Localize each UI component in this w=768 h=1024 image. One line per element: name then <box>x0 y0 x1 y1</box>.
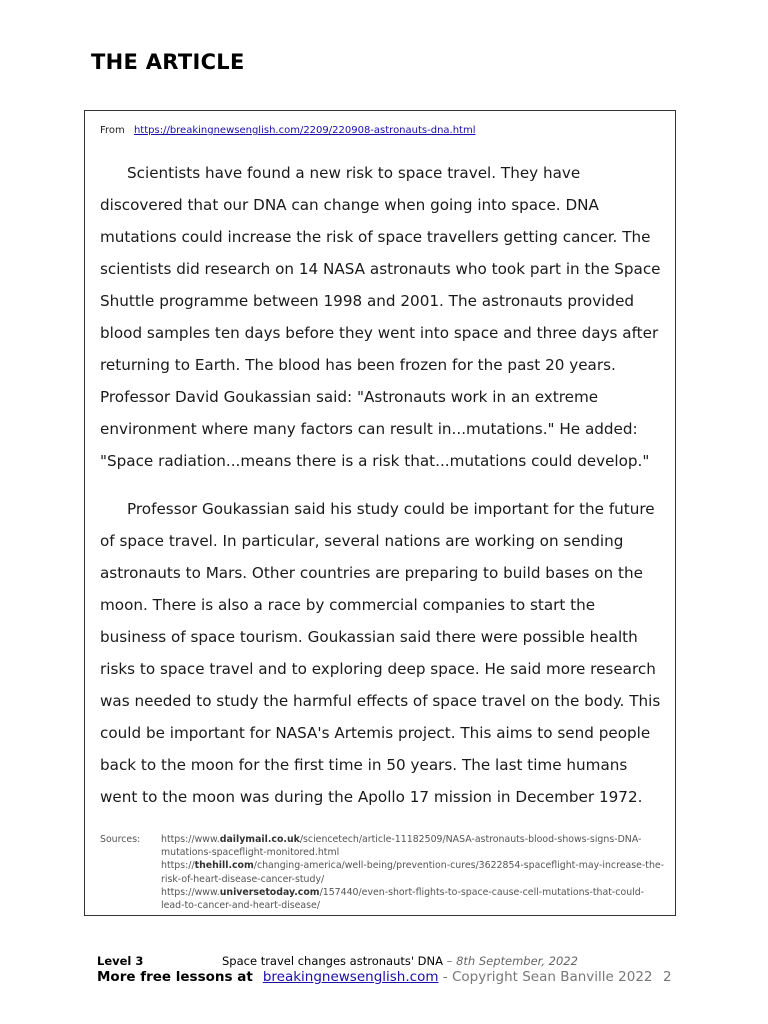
sources-list <box>161 833 665 912</box>
page-number: 2 <box>663 969 672 985</box>
footer-lesson-title <box>222 954 578 968</box>
source-item-universetoday[interactable]: https://www.universetoday.com/157440/even-short-flights-to-space-cause-cell-mutations-that-could-lead-to-cancer-and-heart-disease/ <box>161 886 645 912</box>
from-label: From <box>100 125 125 136</box>
site-link[interactable]: breakingnewsenglish.com <box>262 969 439 985</box>
source-item-thehill[interactable]: https://thehill.com/changing-america/well-being/prevention-cures/3622854-spaceflight-may-increase-the-risk-of-heart-disease-cancer-study/ <box>161 860 665 885</box>
lesson-date: 8th September, 2022 <box>456 954 578 968</box>
article-paragraph-2 <box>100 493 662 813</box>
source-url-link[interactable]: https://breakingnewsenglish.com/2209/220908-astronauts-dna.html <box>133 125 476 136</box>
article-paragraph-1-text: Scientists have found a new risk to space travel. They have discovered that our DNA can change when going into space. DNA mutations could increase the risk of space travellers getting cancer. The scientists did research on 14 NASA astronauts who took part in the Space Shuttle programme between 1998 and 2001. The astronauts provided blood samples ten days before they went into space and three days after returning to Earth. The blood has been frozen for the past 20 years. Professor David Goukassian said: "Astronauts work in an extreme environment where many factors can result in...mutations." He added: "Space radiation...means there is a risk that...mutations could develop." <box>100 164 661 470</box>
article-box <box>84 110 676 916</box>
source-item-dailymail[interactable]: https://www.dailymail.co.uk/sciencetech/article-11182509/NASA-astronauts-blood-shows-signs-DNA-mutations-spaceflight-monitored.html <box>161 834 642 859</box>
footer-more-lessons <box>97 969 653 985</box>
more-lessons-label: More free lessons at <box>97 969 253 985</box>
page-heading: THE ARTICLE <box>91 50 245 74</box>
lesson-title: Space travel changes astronauts' DNA <box>222 954 444 968</box>
sources-label: Sources: <box>100 834 141 845</box>
footer-level: Level 3 <box>97 954 144 968</box>
from-line <box>100 125 476 136</box>
copyright-text: - Copyright Sean Banville 2022 <box>442 969 653 985</box>
article-paragraph-2-text: Professor Goukassian said his study could be important for the future of space travel. In particular, several nations are working on sending astronauts to Mars. Other countries are preparing to build bases on the moon. There is also a race by commercial companies to start the business of space tourism. Goukassian said there were possible health risks to space travel and to exploring deep space. He said more research was needed to study the harmful effects of space travel on the body. This could be important for NASA's Artemis project. This aims to send people back to the moon for the first time in 50 years. The last time humans went to the moon was during the Apollo 17 mission in December 1972. <box>100 500 661 806</box>
title-date-separator: – <box>446 954 453 968</box>
article-paragraph-1 <box>100 157 662 477</box>
